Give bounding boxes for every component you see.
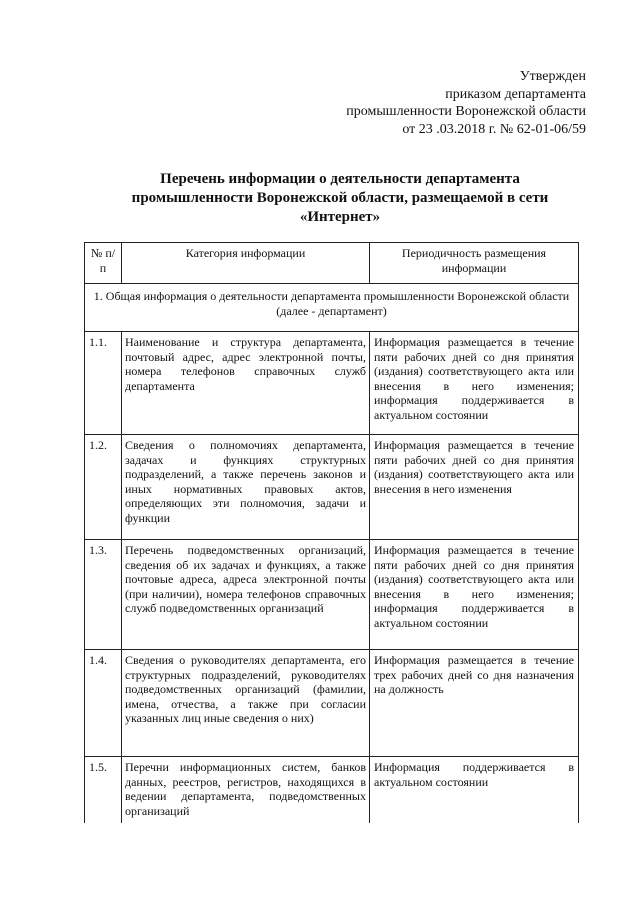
table-row [85, 650, 579, 757]
title-line: Перечень информации о деятельности департамента [160, 171, 520, 187]
title-line: «Интернет» [299, 209, 381, 225]
row-number: 1.4. [85, 650, 122, 757]
table-row [85, 435, 579, 540]
row-period: Информация размещается в течение пяти рабочих дней со дня принятия (издания) соответствующего акта или внесения в него изменения; информация поддерживается в актуальном состоянии [370, 540, 579, 650]
header-period: Периодичность размещения информации [370, 243, 579, 284]
approval-line: промышленности Воронежской области [346, 104, 586, 119]
row-period: Информация размещается в течение пяти рабочих дней со дня принятия (издания) соответствующего акта или внесения в него изменения; информация поддерживается в актуальном состоянии [370, 332, 579, 435]
title-line: промышленности Воронежской области, размещаемой в сети [131, 190, 549, 206]
information-table [84, 242, 579, 823]
approval-line: Утвержден [519, 69, 586, 84]
approval-date-number: от 23 .03.2018 г. № 62-01-06/59 [402, 121, 586, 137]
row-category: Сведения о руководителях департамента, его структурных подразделений, руководителях подведомственных организаций (фамилии, имена, отчества, а также при согласии указанных лиц иные сведения о них) [122, 650, 370, 757]
section-row [85, 284, 579, 332]
row-category: Перечни информационных систем, банков данных, реестров, регистров, находящихся в ведении департамента, подведомственных организаций [122, 757, 370, 824]
header-num: № п/п [85, 243, 122, 284]
approval-block [346, 68, 586, 138]
row-period: Информация размещается в течение трех рабочих дней со дня назначения на должность [370, 650, 579, 757]
approval-line: приказом департамента [445, 86, 586, 102]
table-row [85, 540, 579, 650]
row-number: 1.3. [85, 540, 122, 650]
row-number: 1.1. [85, 332, 122, 435]
document-title [60, 170, 620, 227]
table-header-row [85, 243, 579, 284]
section-title: 1. Общая информация о деятельности департамента промышленности Воронежской области (далее - департамент) [85, 284, 579, 332]
table-row [85, 757, 579, 824]
row-category: Сведения о полномочиях департамента, задачах и функциях структурных подразделений, а также перечень законов и иных нормативных правовых актов, определяющих эти полномочия, задачи и функции [122, 435, 370, 540]
row-number: 1.2. [85, 435, 122, 540]
row-category: Наименование и структура департамента, почтовый адрес, адрес электронной почты, номера телефонов справочных служб департамента [122, 332, 370, 435]
header-category: Категория информации [122, 243, 370, 284]
row-category: Перечень подведомственных организаций, сведения об их задачах и функциях, а также почтовые адреса, адреса электронной почты (при наличии), номера телефонов справочных служб подведомственных организаций [122, 540, 370, 650]
row-period: Информация размещается в течение пяти рабочих дней со дня принятия (издания) соответствующего акта или внесения в него изменения [370, 435, 579, 540]
table-row [85, 332, 579, 435]
row-number: 1.5. [85, 757, 122, 824]
row-period: Информация поддерживается в актуальном состоянии [370, 757, 579, 824]
